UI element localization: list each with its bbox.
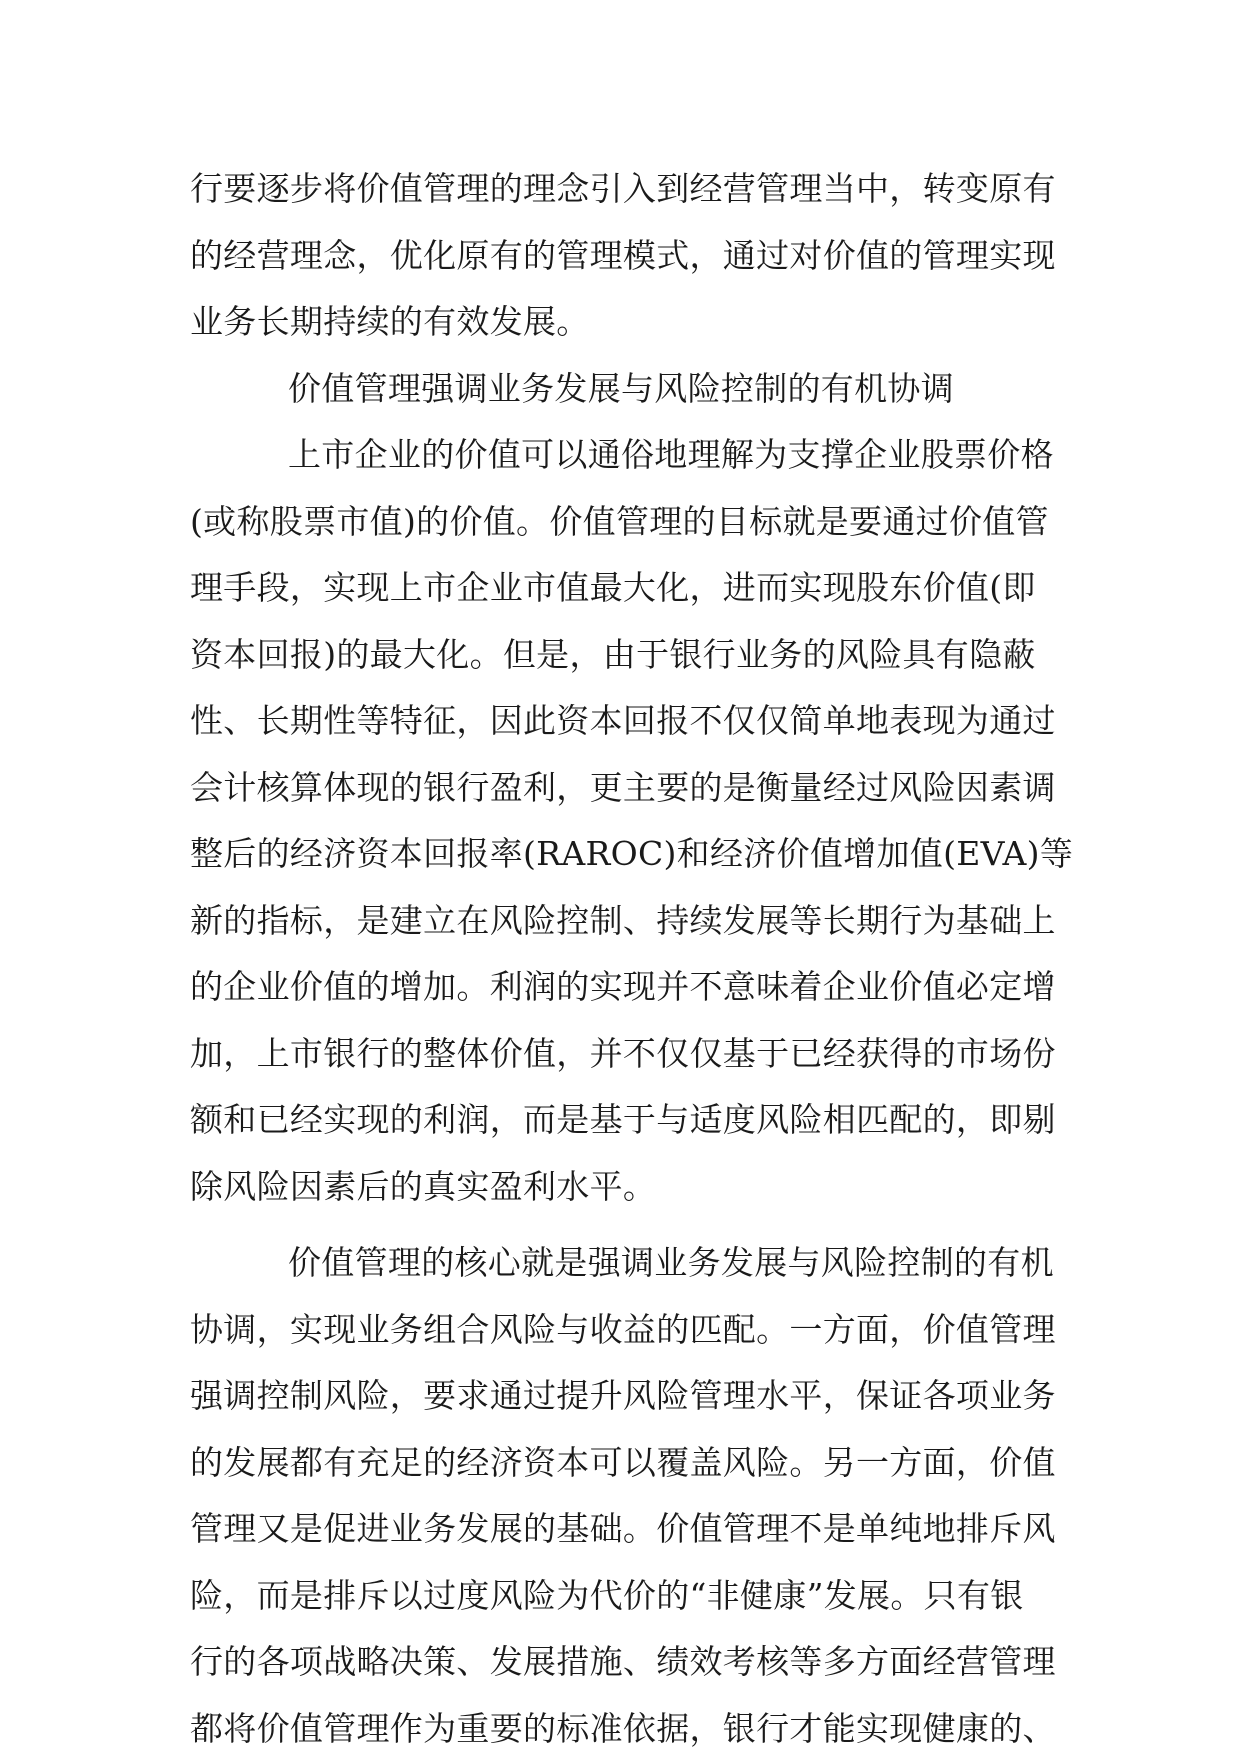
- paragraph-line: 都将价值管理作为重要的标准依据，银行才能实现健康的、: [190, 1696, 1060, 1762]
- paragraph-line: (或称股票市值)的价值。价值管理的目标就是要通过价值管: [190, 489, 1060, 556]
- section-heading: 价值管理强调业务发展与风险控制的有机协调: [190, 356, 1060, 423]
- paragraph-line: 的发展都有充足的经济资本可以覆盖风险。另一方面，价值: [190, 1430, 1060, 1497]
- document-body: [190, 156, 1060, 1762]
- paragraph-line: 强调控制风险，要求通过提升风险管理水平，保证各项业务: [190, 1363, 1060, 1430]
- paragraph-line: 新的指标，是建立在风险控制、持续发展等长期行为基础上: [190, 888, 1060, 955]
- paragraph-line: 协调，实现业务组合风险与收益的匹配。一方面，价值管理: [190, 1297, 1060, 1364]
- paragraph-line: 性、长期性等特征，因此资本回报不仅仅简单地表现为通过: [190, 688, 1060, 755]
- paragraph-line: 整后的经济资本回报率(RAROC)和经济价值增加值(EVA)等: [190, 821, 1060, 888]
- paragraph-3: [190, 1230, 1060, 1762]
- paragraph-line: 理手段，实现上市企业市值最大化，进而实现股东价值(即: [190, 555, 1060, 622]
- paragraph-1: [190, 156, 1060, 356]
- paragraph-line: 行的各项战略决策、发展措施、绩效考核等多方面经营管理: [190, 1629, 1060, 1696]
- paragraph-line: 险，而是排斥以过度风险为代价的“非健康”发展。只有银: [190, 1563, 1060, 1630]
- paragraph-2: [190, 422, 1060, 1220]
- paragraph-line: 会计核算体现的银行盈利，更主要的是衡量经过风险因素调: [190, 755, 1060, 822]
- paragraph-line: 额和已经实现的利润，而是基于与适度风险相匹配的，即剔: [190, 1087, 1060, 1154]
- paragraph-line: 的经营理念，优化原有的管理模式，通过对价值的管理实现: [190, 223, 1060, 290]
- paragraph-line: 资本回报)的最大化。但是，由于银行业务的风险具有隐蔽: [190, 622, 1060, 689]
- paragraph-line: 除风险因素后的真实盈利水平。: [190, 1154, 1060, 1221]
- paragraph-line: 管理又是促进业务发展的基础。价值管理不是单纯地排斥风: [190, 1496, 1060, 1563]
- paragraph-line: 上市企业的价值可以通俗地理解为支撑企业股票价格: [190, 422, 1060, 489]
- paragraph-line: 行要逐步将价值管理的理念引入到经营管理当中，转变原有: [190, 156, 1060, 223]
- paragraph-line: 的企业价值的增加。利润的实现并不意味着企业价值必定增: [190, 954, 1060, 1021]
- paragraph-line: 业务长期持续的有效发展。: [190, 289, 1060, 356]
- paragraph-line: 价值管理的核心就是强调业务发展与风险控制的有机: [190, 1230, 1060, 1297]
- paragraph-line: 加，上市银行的整体价值，并不仅仅基于已经获得的市场份: [190, 1021, 1060, 1088]
